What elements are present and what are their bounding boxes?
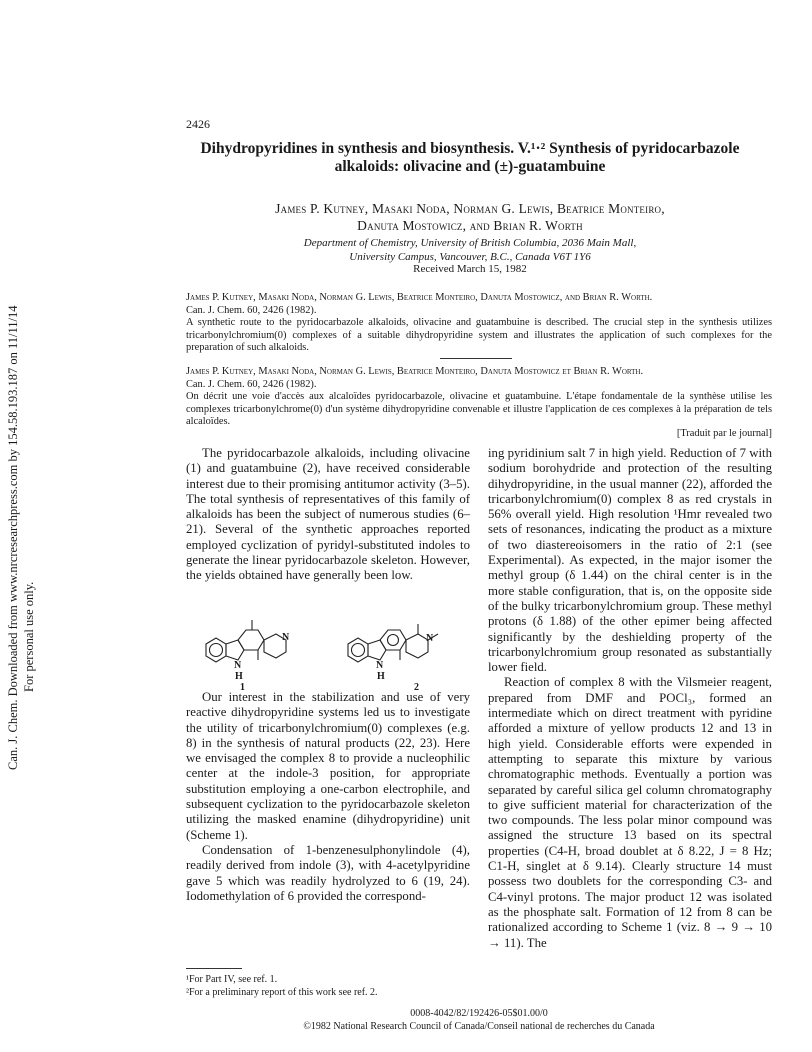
footnote-2: ²For a preliminary report of this work see ref. 2. [186, 986, 378, 998]
received-date: Received March 15, 1982 [413, 263, 527, 275]
abstract-authors: James P. Kutney, Masaki Noda, Norman G. Lewis, Beatrice Monteiro, Danuta Mostowicz et Brian R. Worth. [186, 366, 644, 377]
pyrrole-ring-2 [368, 640, 386, 660]
structure-drawing [186, 616, 470, 688]
author-line: James P. Kutney, Masaki Noda, Norman G. Lewis, Beatrice Monteiro, [275, 201, 665, 216]
body-paragraph: Our interest in the stabilization and use of very reactive dihydropyridine systems led us to investigate the utility of tricarbonylchromium(0) complexes (e.g. 8) in the synthesis of natural products (22, 23). Here we envisaged the complex 8 to provide a nucleophilic center at the indole-3 position, for appropriate substitution employing a one-carbon electrophile, and subsequent cyclization to the pyridocarbazole skeleton utilizing the masked enamine (dihydropyridine) unit (Scheme 1). [186, 690, 470, 842]
compound-label-1: 1 [240, 682, 245, 693]
footnote-1: ¹For Part IV, see ref. 1. [186, 974, 278, 985]
chemical-structures [186, 616, 470, 693]
piperidine-ring-2 [406, 634, 428, 658]
abstract-french [186, 366, 772, 429]
nitrogen-label: N [234, 660, 242, 671]
footnote-divider [186, 968, 242, 969]
middle-ring-2 [380, 630, 406, 650]
intro-paragraph: The pyridocarbazole alkaloids, including olivacine (1) and guatambuine (2), have received considerable interest due to their promising antitumor activity (3–5). The total synthesis of representatives of this family of alkaloids has been the subject of numerous studies (6–21). Several of the synthetic approaches reported employed cyclization of pyridyl-substituted indoles to generate the linear pyridocarbazole skeleton. However, the yields obtained have generally been low. [186, 446, 470, 583]
footnotes [186, 974, 470, 999]
body-paragraph: Condensation of 1-benzenesulphonylindole (4), readily derived from indole (3), with 4-acetylpyridine gave 5 which was readily hydrolyzed to 6 (19, 24). Iodomethylation of 6 provided the correspond- [186, 842, 470, 903]
article-title: Dihydropyridines in synthesis and biosynthesis. V.¹·² Synthesis of pyridocarbazole alkaloids: olivacine and (±)-guatambuine [200, 140, 740, 175]
copyright-notice: ©1982 National Research Council of Canada/Conseil national de recherches du Canada [303, 1020, 655, 1032]
page-footer [186, 1008, 772, 1033]
middle-ring-1 [238, 630, 264, 650]
abstract-divider [440, 358, 512, 359]
abstract-citation: Can. J. Chem. 60, 2426 (1982). [186, 304, 317, 316]
author-line: Danuta Mostowicz, and Brian R. Worth [357, 218, 583, 233]
abstract-citation: Can. J. Chem. 60, 2426 (1982). [186, 378, 317, 390]
body-paragraph: ing pyridinium salt 7 in high yield. Reduction of 7 with sodium borohydride and protection of the resulting dihydropyridine, in the usual manner (22), afforded the tricarbonylchromium(0) complex 8 as red crystals in 56% overall yield. High resolution ¹Hmr revealed two sets of resonances, indicating the product as a mixture of two diastereoisomers in the ratio of 2:1 (see Experimental). As expected, in the major isomer the methyl group (δ 1.44) on the chiral center is in the more stable configuration, that is, on the opposite side of the bulky tricarbonylchromium group. These methyl protons (δ 1.88) of the other epimer being affected significantly by the deshielding property of the tricarbonylchromium group resonated as substantially lower field. [488, 446, 772, 675]
page-number: 2426 [186, 117, 210, 131]
compound-label-2: 2 [414, 682, 419, 693]
nh-hydrogen-label: H [377, 671, 385, 682]
affiliation-line: Department of Chemistry, University of British Columbia, 2036 Main Mall, [303, 237, 637, 249]
affiliation-line: University Campus, Vancouver, B.C., Canada V6T 1Y6 [349, 251, 591, 263]
author-list [170, 200, 770, 234]
right-column [488, 446, 772, 951]
affiliation [170, 236, 770, 264]
left-column-upper [186, 446, 470, 584]
abstract-text: A synthetic route to the pyridocarbazole alkaloids, olivacine and guatambuine is described. The crucial step in the synthesis utilizes tricarbonylchromium(0) complexes of a suitable dihydropyridine system and illustrates the application of such complexes for the preparation of such alkaloids. [186, 317, 772, 354]
nitrogen-label: N [426, 633, 434, 644]
issn-code: 0008-4042/82/192426-05$01.00/0 [410, 1008, 548, 1019]
nh-hydrogen-label: H [235, 671, 243, 682]
abstract-text: On décrit une voie d'accès aux alcaloïdes pyridocarbazole, olivacine et guatambuine. L'étape fondamentale de la synthèse utilise les complexes tricarbonylchrome(0) d'un système dihydropyridine convenable et illustre l'application de ces complexes à la préparation de tels alcaloïdes. [186, 391, 772, 428]
pyrrole-ring-1 [226, 640, 244, 660]
translation-note: [Traduit par le journal] [676, 428, 772, 439]
left-column-lower [186, 690, 470, 904]
nitrogen-label: N [376, 660, 384, 671]
nitrogen-label: N [282, 632, 290, 643]
personal-use-notice: For personal use only. [22, 581, 36, 692]
abstract-english [186, 292, 772, 355]
download-watermark [0, 250, 44, 770]
body-paragraph: Reaction of complex 8 with the Vilsmeier reagent, prepared from DMF and POCl₃, formed an intermediate which on direct treatment with pyridine afforded a mixture of yellow products 12 and 13 in high yield. Considerable efforts were expended in attempting to separate this mixture by various chromatographic methods. Eventually a portion was separated by careful silica gel column chromatography to give sufficient material for characterization of the two compounds. The less polar minor compound was assigned the structure 13 based on its spectral properties (C4-H, broad doublet at δ 8.22, J = 8 Hz; C1-H, singlet at δ 9.14). Clearly structure 14 must possess two doublets for the corresponding C3- and C4-vinyl protons. The major product 12 was isolated as the phosphate salt. Formation of 12 from 8 can be rationalized according to Scheme 1 (viz. 8 → 9 → 10 → 11). The [488, 675, 772, 950]
abstract-authors: James P. Kutney, Masaki Noda, Norman G. Lewis, Beatrice Monteiro, Danuta Mostowicz, and Brian R. Worth. [186, 292, 653, 303]
download-notice: Can. J. Chem. Downloaded from www.nrcresearchpress.com by 154.58.193.187 on 11/11/14 [6, 305, 20, 770]
